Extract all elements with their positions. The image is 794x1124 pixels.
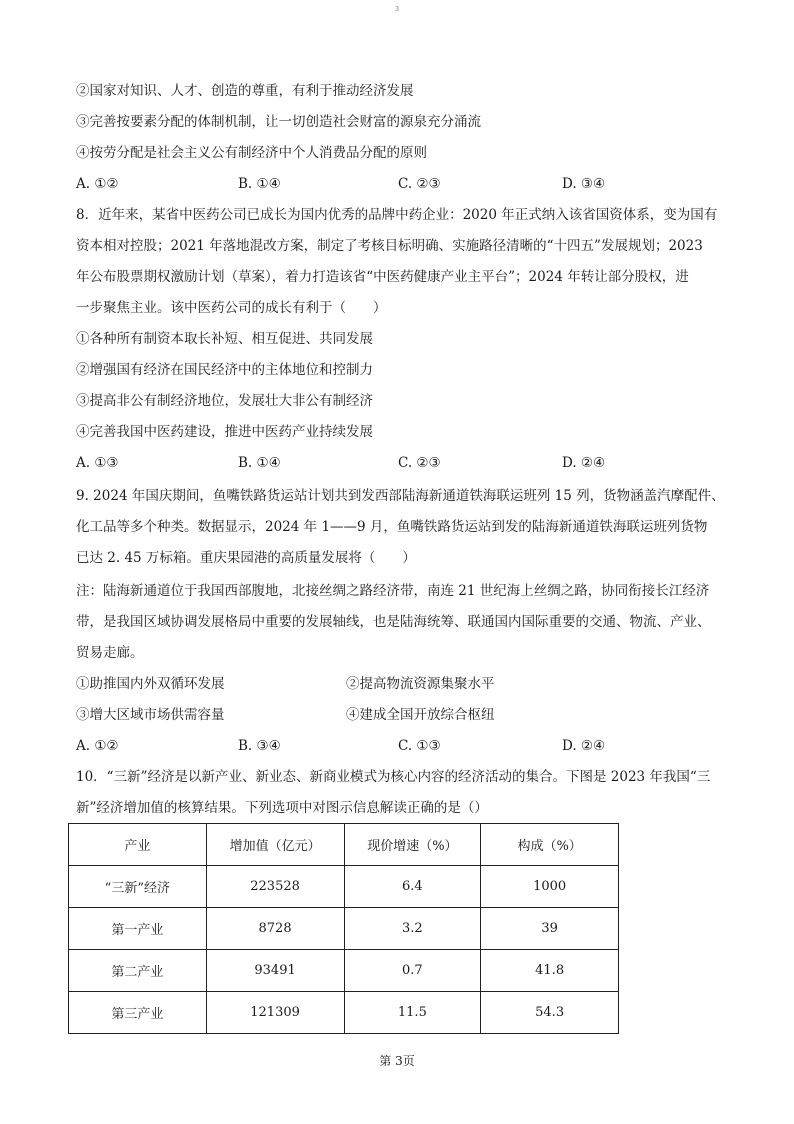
table-header-cell: 增加值（亿元） <box>206 824 344 866</box>
table-cell: 0.7 <box>344 950 481 992</box>
table-cell: 39 <box>481 908 619 950</box>
q10-stem-line-1: 10．“三新”经济是以新产业、新业态、新商业模式为核心内容的经济活动的集合。下图是 2023 年我国“三 <box>76 769 711 785</box>
page-footer: 第 3页 <box>379 1054 415 1068</box>
q9-note-line-1: 注：陆海新通道位于我国西部腹地，北接丝绸之路经济带，南连 21 世纪海上丝绸之路，协同衔接长江经济 <box>76 583 710 599</box>
q9-stem-line-1: 9. 2024 年国庆期间，鱼嘴铁路货运站计划共到发西部陆海新通道铁海联运班列 15 列，货物涵盖汽摩配件、 <box>76 488 725 504</box>
q8-item-4: ④完善我国中医药建设，推进中医药产业持续发展 <box>76 424 373 440</box>
q8-item-1: ①各种所有制资本取长补短、相互促进、共同发展 <box>76 331 373 347</box>
q8-item-2: ②增强国有经济在国民经济中的主体地位和控制力 <box>76 362 373 378</box>
q9-item-4: ④建成全国开放综合枢纽 <box>346 707 495 723</box>
table-cell: 6.4 <box>344 866 481 908</box>
table-cell: 第二产业 <box>69 950 207 992</box>
q9-item-2: ②提高物流资源集聚水平 <box>346 676 495 692</box>
q9-note-line-2: 带，是我国区域协调发展格局中重要的发展轴线，也是陆海统筹、联通国内国际重要的交通、物流、产业、 <box>76 614 711 630</box>
table-cell: 第三产业 <box>69 992 207 1034</box>
table-row <box>69 992 619 1034</box>
q8-item-3: ③提高非公有制经济地位，发展壮大非公有制经济 <box>76 393 373 409</box>
q9-items-row-2 <box>76 705 716 725</box>
prev-option-a: A. ①② <box>76 176 119 192</box>
prev-item-3: ③完善按要素分配的体制机制，让一切创造社会财富的源泉充分涌流 <box>76 114 481 130</box>
q9-item-1: ①助推国内外双循环发展 <box>76 676 225 692</box>
prev-option-c: C. ②③ <box>398 176 441 192</box>
q8-option-a: A. ①③ <box>76 455 119 471</box>
table-cell: 54.3 <box>481 992 619 1034</box>
q9-option-a: A. ①② <box>76 738 119 754</box>
table-cell: 121309 <box>206 992 344 1034</box>
q9-item-3: ③增大区域市场供需容量 <box>76 707 225 723</box>
q9-option-c: C. ①③ <box>398 738 441 754</box>
q9-options <box>76 736 716 756</box>
table-header-cell: 构成（%） <box>481 824 619 866</box>
table-cell: 11.5 <box>344 992 481 1034</box>
table-cell: 223528 <box>206 866 344 908</box>
q10-data-table <box>68 823 619 1034</box>
table-cell: 41.8 <box>481 950 619 992</box>
q8-option-c: C. ②③ <box>398 455 441 471</box>
table-cell: 1000 <box>481 866 619 908</box>
table-row <box>69 866 619 908</box>
q9-option-b: B. ③④ <box>238 738 281 754</box>
table-row <box>69 908 619 950</box>
prev-item-2: ②国家对知识、人才、创造的尊重，有利于推动经济发展 <box>76 83 414 99</box>
prev-options <box>76 174 716 194</box>
table-header-row <box>69 824 619 866</box>
table-header-cell: 产业 <box>69 824 207 866</box>
q9-option-d: D. ②④ <box>562 738 606 754</box>
table-cell: 3.2 <box>344 908 481 950</box>
prev-option-d: D. ③④ <box>562 176 606 192</box>
table-cell: 93491 <box>206 950 344 992</box>
q8-option-d: D. ②④ <box>562 455 606 471</box>
table-cell: 8728 <box>206 908 344 950</box>
q8-option-b: B. ①④ <box>238 455 281 471</box>
q10-stem-line-2: 新”经济增加值的核算结果。下列选项中对图示信息解读正确的是（） <box>76 800 488 816</box>
table-row <box>69 950 619 992</box>
table-cell: 第一产业 <box>69 908 207 950</box>
q8-stem-line-1: 8．近年来，某省中医药公司已成长为国内优秀的品牌中药企业：2020 年正式纳入该省国资体系，变为国有 <box>76 207 718 223</box>
q9-stem-line-2: 化工品等多个种类。数据显示，2024 年 1——9 月，鱼嘴铁路货运站到发的陆海新通道铁海联运班列货物 <box>76 519 708 535</box>
q8-stem-line-4: 一步聚焦主业。该中医药公司的成长有利于（ ） <box>76 300 387 316</box>
page-mark: 3 <box>395 6 399 13</box>
table-cell: “三新”经济 <box>69 866 207 908</box>
prev-item-4: ④按劳分配是社会主义公有制经济中个人消费品分配的原则 <box>76 145 427 161</box>
q9-note-line-3: 贸易走廊。 <box>76 645 144 661</box>
q9-stem-line-3: 已达 2. 45 万标箱。重庆果园港的高质量发展将（ ） <box>76 550 416 566</box>
q9-items-row-1 <box>76 674 716 694</box>
q8-options <box>76 453 716 473</box>
prev-option-b: B. ①④ <box>238 176 281 192</box>
q8-stem-line-2: 资本相对控股；2021 年落地混改方案，制定了考核目标明确、实施路径清晰的“十四五”发展规划；2023 <box>76 238 703 254</box>
q8-stem-line-3: 年公布股票期权激励计划（草案），着力打造该省“中医药健康产业主平台”；2024 年转让部分股权，进 <box>76 269 689 285</box>
table-header-cell: 现价增速（%） <box>344 824 481 866</box>
